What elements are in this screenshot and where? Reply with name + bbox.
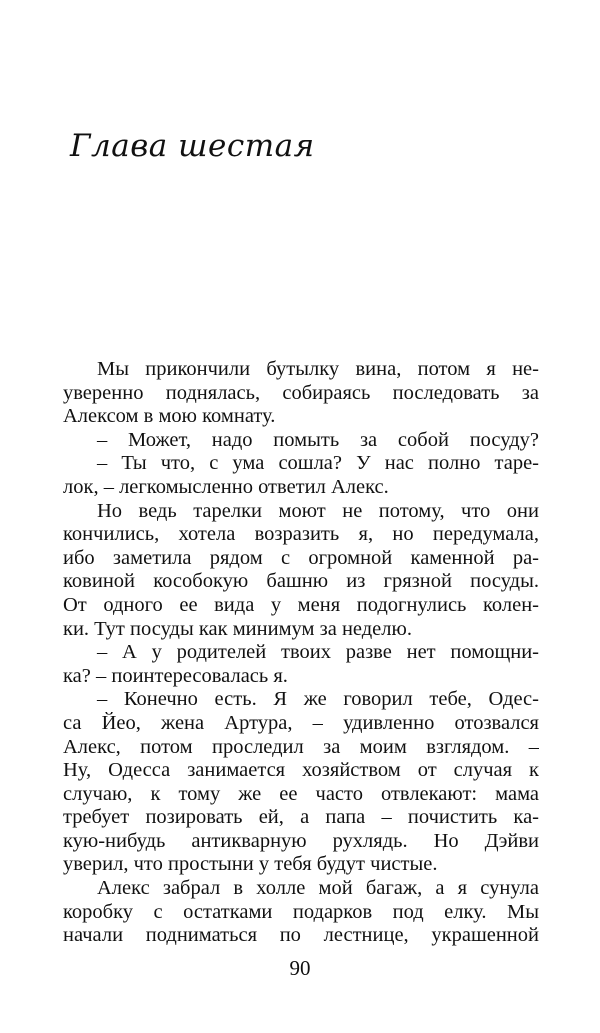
text-line: ки. Тут посуды как минимум за неделю.	[63, 617, 412, 640]
text-line: – А у родителей твоих разве нет помощни-	[97, 641, 539, 664]
text-line: – Может, надо помыть за собой посуду?	[97, 428, 539, 451]
page-number: 90	[289, 956, 311, 980]
text-line: лок, – легкомысленно ответил Алекс.	[63, 475, 389, 498]
text-line: уверил, что простыни у тебя будут чистые.	[63, 853, 438, 876]
chapter-title: Глава шестая	[70, 128, 315, 164]
text-line: требует позировать ей, а папа – почистить ка-	[63, 806, 539, 829]
text-line: – Ты что, с ума сошла? У нас полно тарe-	[97, 452, 539, 475]
text-line: От одного ее вида у меня подогнулись колен-	[63, 593, 539, 616]
text-line: Алекс, потом проследил за моим взглядом. –	[63, 735, 539, 758]
text-line: Алексом в мою комнату.	[63, 405, 276, 428]
text-line: Ну, Одесса занимается хозяйством от случая к	[63, 759, 539, 782]
text-line: кончились, хотела возразить я, но передумала,	[63, 523, 539, 546]
text-line: Но ведь тарелки моют не потому, что они	[97, 499, 539, 522]
text-line: уверенно поднялась, собираясь последовать за	[63, 381, 539, 404]
text-line: начали подниматься по лестнице, украшенной	[63, 924, 539, 947]
body-text	[63, 358, 539, 948]
text-line: – Конечно есть. Я же говорил тебе, Одес-	[97, 688, 539, 711]
text-line: Алекс забрал в холле мой багаж, а я сунула	[97, 877, 539, 900]
text-line: коробку с остатками подарков под елку. Мы	[63, 900, 539, 923]
text-line: ковиной кособокую башню из грязной посуды.	[63, 570, 539, 593]
text-line: Мы прикончили бутылку вина, потом я не-	[97, 358, 539, 380]
text-line: кую-нибудь антикварную рухлядь. Но Дэйви	[63, 829, 539, 852]
text-line: са Йео, жена Артура, – удивленно отозвался	[63, 711, 539, 734]
text-line: ка? – поинтересовалась я.	[63, 664, 288, 687]
text-line: случаю, к тому же ее часто отвлекают: мама	[63, 782, 539, 805]
text-line: ибо заметила рядом с огромной каменной ра-	[63, 546, 539, 569]
